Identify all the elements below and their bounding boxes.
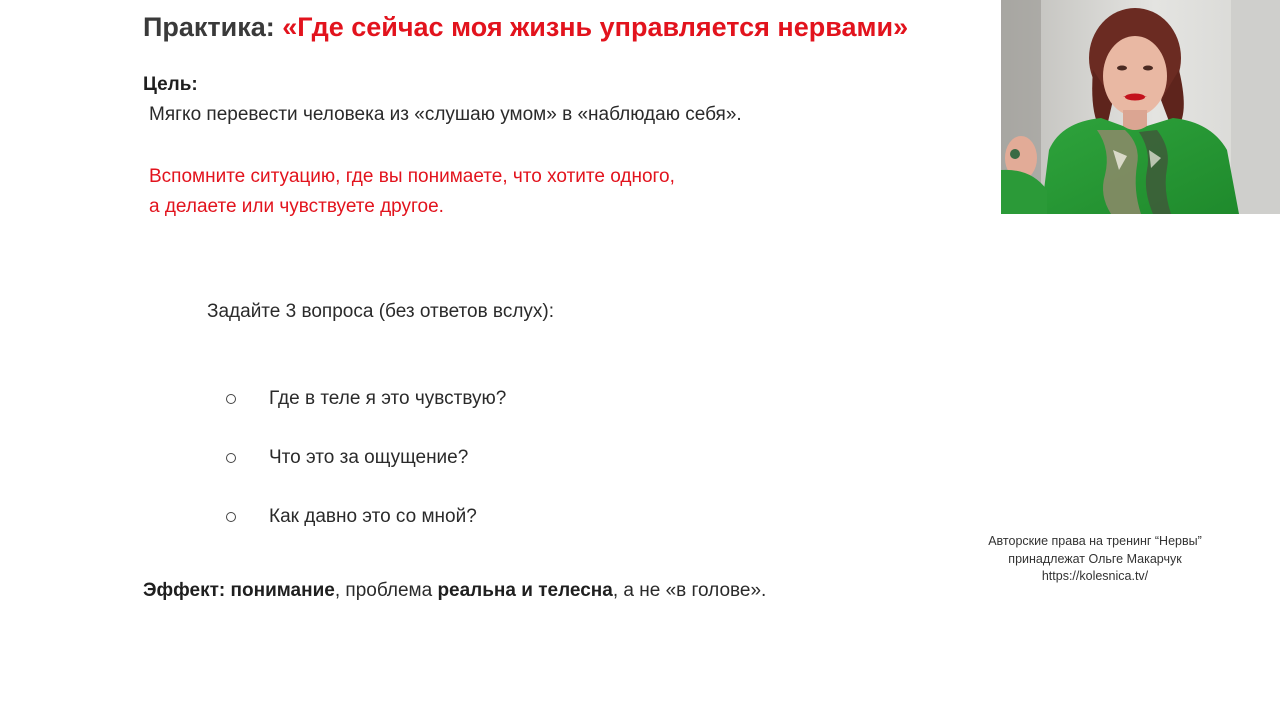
effect-bold-2: реальна и телесна [437,580,613,601]
hollow-circle-bullet-icon [226,394,236,404]
questions-intro: Задайте 3 вопроса (без ответов вслух): [207,301,555,322]
instruction-line-2: а делаете или чувствуете другое. [149,196,444,217]
effect-label: Эффект: [143,580,226,601]
question-item [226,380,506,439]
effect-text-1: , проблема [334,580,438,601]
effect-bold-1: понимание [230,580,335,601]
hollow-circle-bullet-icon [226,512,236,522]
questions-list [226,380,506,557]
title-accent: «Где сейчас моя жизнь управляется нервами» [282,12,909,42]
presenter-video-frame [1001,0,1280,214]
goal-label: Цель: [143,74,198,95]
title-prefix: Практика: [143,12,283,42]
copyright-line-1: Авторские права на тренинг “Нервы” [988,534,1202,548]
copyright-notice [960,533,1230,586]
effect-text-2: , а не «в голове». [612,580,767,601]
question-text: Что это за ощущение? [269,446,469,468]
question-text: Как давно это со мной? [269,505,477,527]
slide-title [143,12,908,43]
instruction-line-1: Вспомните ситуацию, где вы понимаете, что хотите одного, [149,166,675,187]
goal-text: Мягко перевести человека из «слушаю умом» в «наблюдаю себя». [149,104,742,125]
instruction-block [149,162,675,222]
presenter-webcam-overlay [1001,0,1280,214]
question-item [226,498,506,557]
copyright-line-2: принадлежат Ольге Макарчук [1008,551,1182,566]
copyright-url: https://kolesnica.tv/ [1041,569,1149,583]
question-text: Где в теле я это чувствую? [269,387,507,409]
hollow-circle-bullet-icon [226,453,236,463]
effect-statement [143,580,766,602]
question-item [226,439,506,498]
